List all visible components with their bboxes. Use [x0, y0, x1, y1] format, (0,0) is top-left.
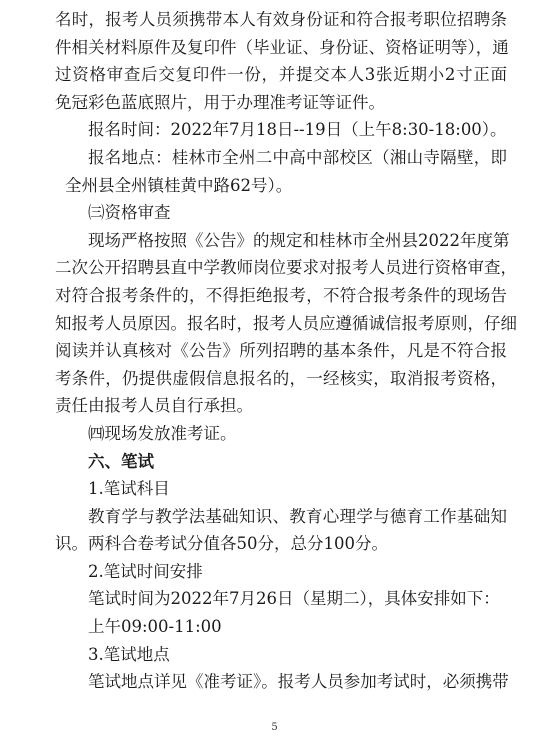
subheading-exam-location: 3.笔试地点: [88, 644, 170, 664]
registration-location-cont: 全州县全州镇桂黄中路62号）。: [65, 175, 293, 195]
section-heading-written-exam: 六、笔试: [88, 451, 154, 471]
paragraph-line: 考条件，仍提供虚假信息报名的，一经核实，取消报考资格，: [55, 368, 507, 388]
subheading-exam-subjects: 1.笔试科目: [88, 479, 170, 499]
page-number: 5: [271, 722, 278, 733]
section-heading-admission-ticket: ㈣现场发放准考证。: [88, 423, 237, 443]
paragraph-line: 笔试地点详见《准考证》。报考人员参加考试时，必须携带: [88, 672, 509, 692]
exam-time: 上午09:00-11:00: [88, 617, 222, 637]
paragraph-line: 过资格审查后交复印件一份，并提交本人3张近期小2寸正面: [55, 65, 507, 85]
paragraph-line: 对符合报考条件的，不得拒绝报考，不符合报考条件的现场告: [55, 285, 507, 305]
paragraph-line: 知报考人员原因。报名时，报考人员应遵循诚信报考原则，仔细: [55, 313, 517, 333]
section-heading-qualification-review: ㈢资格审查: [88, 203, 171, 223]
registration-time: 报名时间：2022年7月18日--19日（上午8:30-18:00）。: [88, 120, 507, 140]
body-text: [55, 6, 517, 696]
paragraph-line: 免冠彩色蓝底照片，用于办理准考证等证件。: [55, 92, 385, 112]
registration-location: 报名地点：桂林市全州二中高中部校区（湘山寺隔壁，即: [88, 147, 507, 167]
paragraph-line: 现场严格按照《公告》的规定和桂林市全州县2022年度第: [88, 230, 510, 250]
paragraph-line: 笔试时间为2022年7月26日（星期二），具体安排如下：: [88, 589, 500, 609]
paragraph-line: 二次公开招聘县直中学教师岗位要求对报考人员进行资格审查，: [55, 258, 517, 278]
paragraph-line: 阅读并认真核对《公告》所列招聘的基本条件，凡是不符合报: [55, 341, 507, 361]
subheading-exam-schedule: 2.笔试时间安排: [88, 561, 203, 581]
paragraph-line: 教育学与教学法基础知识、教育心理学与德育工作基础知: [88, 506, 507, 526]
paragraph-line: 名时，报考人员须携带本人有效身份证和符合报考职位招聘条: [55, 10, 507, 29]
paragraph-line: 识。两科合卷考试分值各50分，总分100分。: [55, 534, 388, 554]
paragraph-line: 件相关材料原件及复印件（毕业证、身份证、资格证明等），通: [55, 37, 509, 57]
paragraph-line: 责任由报考人员自行承担。: [55, 396, 253, 416]
